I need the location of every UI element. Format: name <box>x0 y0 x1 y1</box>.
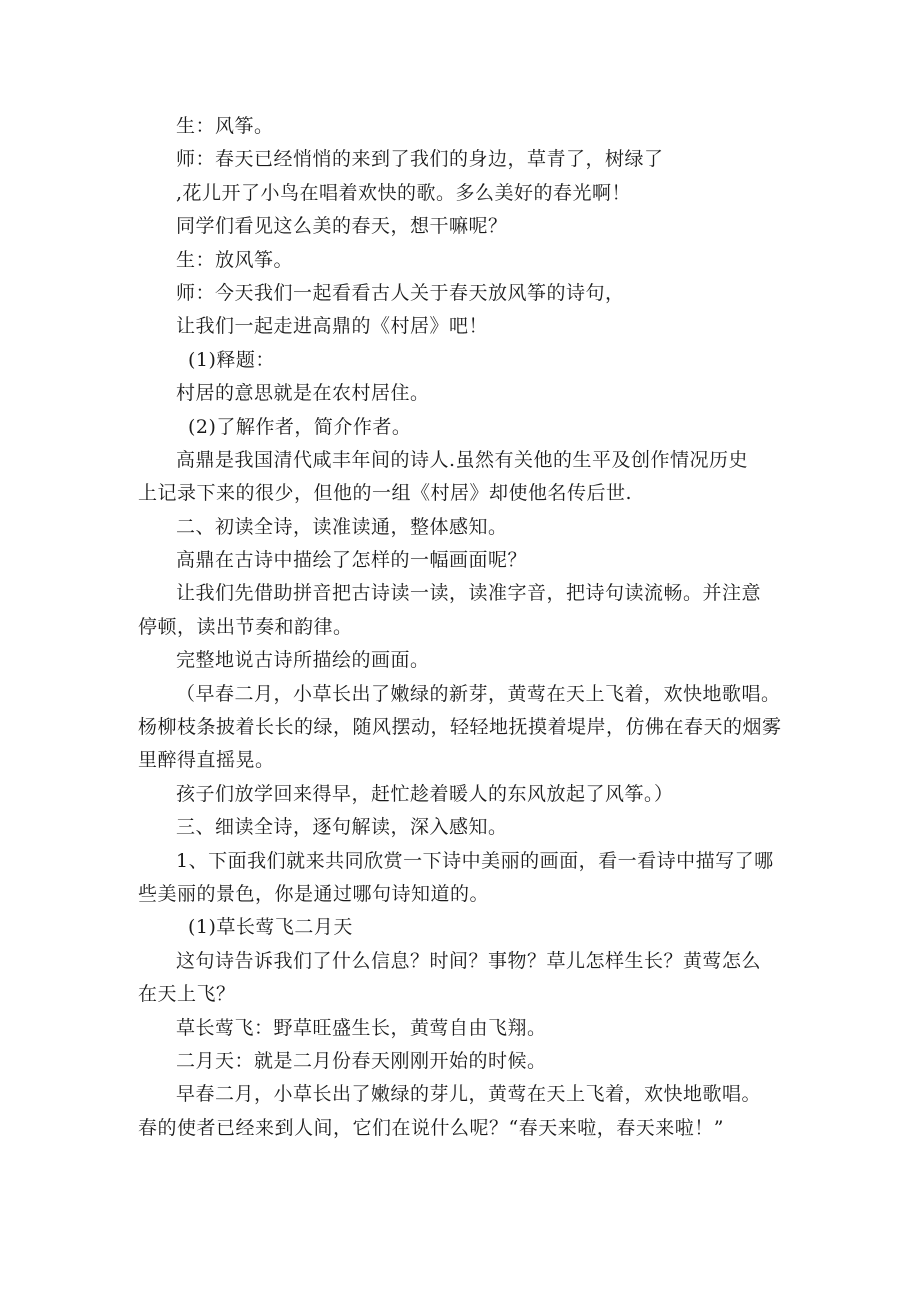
text-line: 生：风筝。 <box>176 115 274 137</box>
text-line: 里醉得直摇晃。 <box>138 749 275 772</box>
text-line: 村居的意思就是在农村居住。 <box>176 382 430 405</box>
text-line: 二月天：就是二月份春天刚刚开始的时候。 <box>176 1049 547 1072</box>
text-line: 三、细读全诗，逐句解读，深入感知。 <box>176 816 508 839</box>
text-line: 生：放风筝。 <box>176 248 294 271</box>
text-line: 上记录下来的很少，但他的一组《村居》却使他名传后世. <box>138 482 633 505</box>
text-line: 早春二月，小草长出了嫩绿的芽儿，黄莺在天上飞着，欢快地歌唱。 <box>176 1083 762 1106</box>
text-line: 杨柳枝条披着长长的绿，随风摆动，轻轻地抚摸着堤岸，仿佛在春天的烟雾 <box>138 716 782 739</box>
text-line: (2)了解作者，简介作者。 <box>188 415 412 438</box>
text-line: 高鼎在古诗中描绘了怎样的一幅画面呢？ <box>176 549 528 572</box>
text-line: 这句诗告诉我们了什么信息？时间？事物？草儿怎样生长？黄莺怎么 <box>176 949 762 972</box>
text-line: (1)释题： <box>188 348 275 371</box>
text-line: 些美丽的景色，你是通过哪句诗知道的。 <box>138 882 490 905</box>
text-line: 1、下面我们就来共同欣赏一下诗中美丽的画面，看一看诗中描写了哪 <box>176 849 774 872</box>
document-body <box>138 110 798 1145</box>
text-line: 春的使者已经来到人间，它们在说什么呢？“春天来啦，春天来啦！” <box>138 1116 724 1139</box>
text-line: （早春二月，小草长出了嫩绿的新芽，黄莺在天上飞着，欢快地歌唱。 <box>176 682 781 705</box>
text-line: 同学们看见这么美的春天，想干嘛呢？ <box>176 215 508 238</box>
text-line: 二、初读全诗，读准读通，整体感知。 <box>176 515 508 538</box>
text-line: 师：今天我们一起看看古人关于春天放风筝的诗句， <box>176 281 625 304</box>
text-line: 完整地说古诗所描绘的画面。 <box>176 649 430 672</box>
text-line: 让我们先借助拼音把古诗读一读，读准字音，把诗句读流畅。并注意 <box>176 582 762 605</box>
text-line: 在天上飞？ <box>138 983 236 1006</box>
text-line: (1)草长莺飞二月天 <box>188 916 353 939</box>
text-line: 让我们一起走进高鼎的《村居》吧！ <box>176 315 489 338</box>
text-line: 停顿，读出节奏和韵律。 <box>138 615 353 638</box>
text-line: 高鼎是我国清代咸丰年间的诗人.虽然有关他的生平及创作情况历史 <box>176 448 749 471</box>
text-line: 草长莺飞：野草旺盛生长，黄莺自由飞翔。 <box>176 1016 547 1039</box>
text-line: 师：春天已经悄悄的来到了我们的身边，草青了，树绿了 <box>176 148 664 171</box>
text-line: 孩子们放学回来得早，赶忙趁着暖人的东风放起了风筝。） <box>176 782 674 805</box>
text-line: ,花儿开了小鸟在唱着欢快的歌。多么美好的春光啊！ <box>176 181 632 204</box>
